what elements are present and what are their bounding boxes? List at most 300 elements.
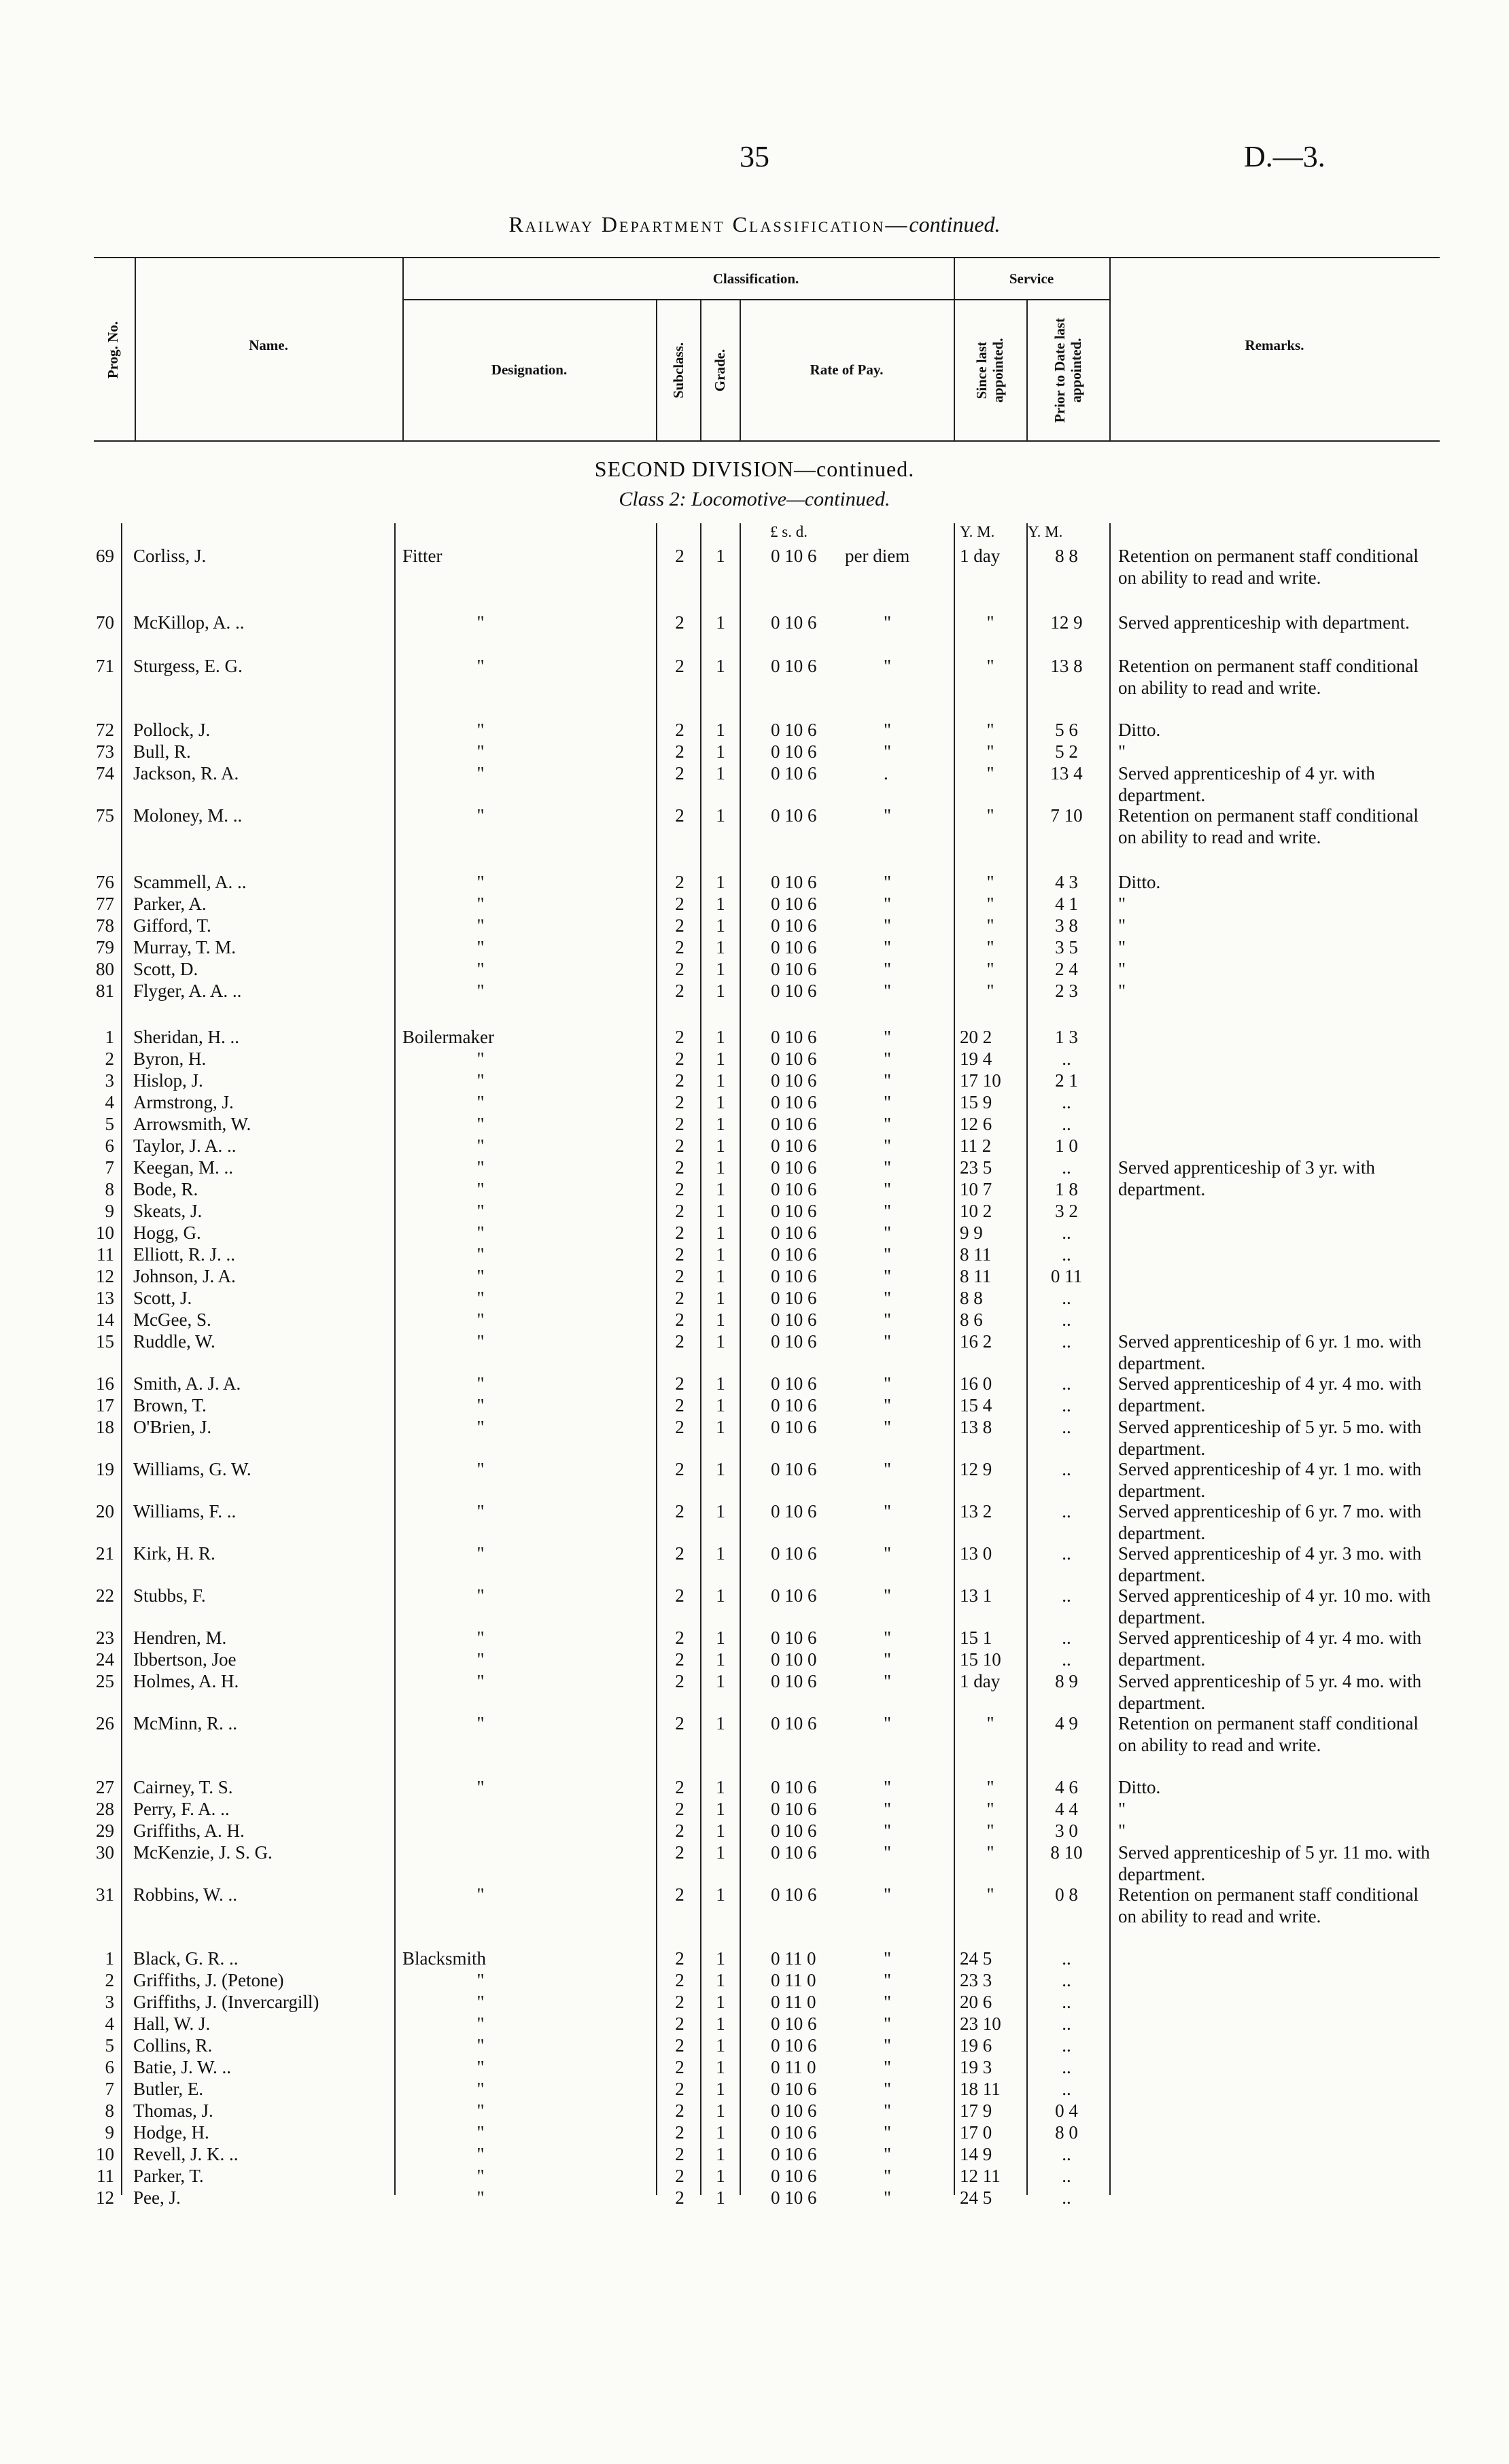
row-prior-to-date: ..	[1062, 1970, 1071, 1990]
row-prog-no: 81	[96, 981, 114, 1001]
row-name: Butler, E.	[133, 2079, 204, 2099]
row-prior-to-date: ..	[1062, 2079, 1071, 2099]
row-grade: 1	[716, 1627, 725, 1648]
row-subclass: 2	[675, 1649, 684, 1670]
page-title	[0, 212, 1509, 237]
row-grade: 1	[716, 1114, 725, 1134]
row-designation: "	[476, 1459, 485, 1479]
row-remarks: Served apprenticeship of 4 yr. with department.	[1118, 763, 1375, 805]
row-remarks: "	[1118, 1820, 1126, 1841]
row-remarks: Served apprenticeship with department.	[1118, 612, 1410, 633]
row-prog-no: 4	[105, 2013, 114, 2034]
row-since-last: "	[986, 1842, 994, 1863]
row-rate: 0 11 0	[771, 1948, 816, 1969]
row-since-last: 14 9	[960, 2144, 992, 2164]
row-rate: 0 10 6	[771, 546, 817, 566]
row-since-last: 13 0	[960, 1543, 992, 1564]
row-designation: Boilermaker	[402, 1027, 494, 1047]
row-prior-to-date: 3 2	[1055, 1201, 1078, 1221]
row-name: Robbins, W. ..	[133, 1884, 238, 1905]
page-number: 35	[740, 140, 769, 173]
row-name: Corliss, J.	[133, 546, 207, 566]
row-prior-to-date: ..	[1062, 1331, 1071, 1352]
row-name: Perry, F. A. ..	[133, 1799, 230, 1819]
subsection-heading: Class 2: Locomotive—continued.	[619, 488, 890, 510]
header-classification: Classification.	[712, 270, 799, 287]
row-designation: "	[476, 2100, 485, 2121]
row-prog-no: 31	[96, 1884, 114, 1905]
row-prior-to-date: 0 4	[1055, 2100, 1078, 2121]
row-prog-no: 18	[96, 1417, 114, 1437]
row-subclass: 2	[675, 1627, 684, 1648]
row-since-last: "	[986, 805, 994, 826]
row-prior-to-date: 2 3	[1055, 981, 1078, 1001]
row-prog-no: 69	[96, 546, 114, 566]
row-rate: 0 10 6	[771, 1585, 817, 1606]
row-grade: 1	[716, 1222, 725, 1243]
row-rate-unit: "	[884, 1627, 892, 1648]
row-rate: 0 10 6	[771, 1459, 817, 1479]
row-subclass: 2	[675, 915, 684, 936]
row-since-last: 10 2	[960, 1201, 992, 1221]
row-since-last: "	[986, 915, 994, 936]
row-designation: "	[476, 1992, 485, 2012]
row-grade: 1	[716, 1309, 725, 1330]
row-rate-unit: "	[884, 1244, 892, 1265]
row-name: Griffiths, A. H.	[133, 1820, 245, 1841]
row-designation: "	[476, 2035, 485, 2056]
row-subclass: 2	[675, 741, 684, 762]
row-remarks: Served apprenticeship of 4 yr. 4 mo. with department.	[1118, 1627, 1422, 1670]
header-subclass: Subclass.	[670, 342, 687, 399]
row-subclass: 2	[675, 2144, 684, 2164]
row-prog-no: 24	[96, 1649, 114, 1670]
row-designation: Fitter	[402, 546, 443, 566]
row-name: Batie, J. W. ..	[133, 2057, 232, 2077]
row-prior-to-date: 4 6	[1055, 1777, 1078, 1797]
row-prior-to-date: ..	[1062, 1501, 1071, 1521]
row-rate-unit: "	[884, 741, 892, 762]
divider-subclass	[700, 299, 701, 440]
row-name: Byron, H.	[133, 1049, 207, 1069]
row-name: Ibbertson, Joe	[133, 1649, 237, 1670]
row-designation: "	[476, 1649, 485, 1670]
row-subclass: 2	[675, 1114, 684, 1134]
row-grade: 1	[716, 720, 725, 740]
row-subclass: 2	[675, 1288, 684, 1308]
row-prog-no: 19	[96, 1459, 114, 1479]
row-since-last: 8 11	[960, 1266, 992, 1286]
row-subclass: 2	[675, 1244, 684, 1265]
row-name: Griffiths, J. (Petone)	[133, 1970, 284, 1990]
row-remarks: "	[1118, 741, 1126, 762]
row-rate-unit: "	[884, 1842, 892, 1863]
row-since-last: 19 4	[960, 1049, 992, 1069]
row-prog-no: 79	[96, 937, 114, 957]
row-prior-to-date: 0 8	[1055, 1884, 1078, 1905]
row-name: Ruddle, W.	[133, 1331, 215, 1352]
row-prog-no: 73	[96, 741, 114, 762]
header-prior-to-date: Prior to Date last appointed.	[1052, 317, 1084, 423]
row-rate: 0 10 6	[771, 915, 817, 936]
row-prog-no: 80	[96, 959, 114, 979]
row-subclass: 2	[675, 805, 684, 826]
row-designation: "	[476, 937, 485, 957]
row-rate: 0 10 6	[771, 1157, 817, 1178]
row-rate: 0 11 0	[771, 1992, 816, 2012]
row-since-last: 1 day	[960, 546, 1001, 566]
row-grade: 1	[716, 1157, 725, 1178]
row-grade: 1	[716, 1713, 725, 1733]
row-prog-no: 12	[96, 2187, 114, 2208]
row-grade: 1	[716, 2166, 725, 2186]
row-since-last: 12 9	[960, 1459, 992, 1479]
row-name: Parker, A.	[133, 894, 207, 914]
row-remarks: "	[1118, 937, 1126, 957]
row-rate-unit: "	[884, 1222, 892, 1243]
row-rate-unit: "	[884, 1671, 892, 1691]
row-since-last: "	[986, 763, 994, 784]
row-prog-no: 22	[96, 1585, 114, 1606]
row-name: Arrowsmith, W.	[133, 1114, 252, 1134]
row-rate-unit: "	[884, 1179, 892, 1199]
row-subclass: 2	[675, 1459, 684, 1479]
row-since-last: 15 4	[960, 1395, 992, 1415]
row-grade: 1	[716, 1373, 725, 1394]
body-divider-prog	[121, 523, 122, 2195]
row-remarks: Served apprenticeship of 3 yr. with department.	[1118, 1157, 1375, 1199]
row-name: McMinn, R. ..	[133, 1713, 238, 1733]
row-designation: "	[476, 1179, 485, 1199]
row-remarks: Served apprenticeship of 4 yr. 4 mo. with department.	[1118, 1373, 1422, 1415]
row-since-last: 19 6	[960, 2035, 992, 2056]
row-name: Thomas, J.	[133, 2100, 213, 2121]
row-name: Black, G. R. ..	[133, 1948, 239, 1969]
row-prog-no: 74	[96, 763, 114, 784]
row-prog-no: 15	[96, 1331, 114, 1352]
row-since-last: "	[986, 741, 994, 762]
row-since-last: "	[986, 612, 994, 633]
row-grade: 1	[716, 1049, 725, 1069]
row-prior-to-date: ..	[1062, 1288, 1071, 1308]
row-rate: 0 10 6	[771, 1373, 817, 1394]
row-remarks: Ditto.	[1118, 872, 1161, 892]
row-designation: Blacksmith	[402, 1948, 486, 1969]
row-designation: "	[476, 1288, 485, 1308]
row-subclass: 2	[675, 1331, 684, 1352]
row-grade: 1	[716, 1331, 725, 1352]
row-prior-to-date: ..	[1062, 1092, 1071, 1112]
row-designation: "	[476, 1777, 485, 1797]
row-rate-unit: "	[884, 2035, 892, 2056]
row-prior-to-date: ..	[1062, 1459, 1071, 1479]
row-grade: 1	[716, 612, 725, 633]
classification-rule	[402, 299, 1109, 300]
row-prog-no: 71	[96, 656, 114, 676]
row-subclass: 2	[675, 1309, 684, 1330]
row-grade: 1	[716, 763, 725, 784]
row-designation: "	[476, 2166, 485, 2186]
row-subclass: 2	[675, 1417, 684, 1437]
row-name: Keegan, M. ..	[133, 1157, 233, 1178]
row-grade: 1	[716, 2122, 725, 2143]
row-grade: 1	[716, 1459, 725, 1479]
row-rate-unit: "	[884, 1309, 892, 1330]
row-prior-to-date: 8 9	[1055, 1671, 1078, 1691]
row-name: Stubbs, F.	[133, 1585, 206, 1606]
row-since-last: 9 9	[960, 1222, 983, 1243]
row-rate: 0 10 6	[771, 1070, 817, 1091]
row-grade: 1	[716, 741, 725, 762]
row-prog-no: 8	[105, 1179, 114, 1199]
row-prior-to-date: ..	[1062, 1309, 1071, 1330]
row-prior-to-date: ..	[1062, 1049, 1071, 1069]
row-designation: "	[476, 1585, 485, 1606]
row-grade: 1	[716, 2100, 725, 2121]
row-name: Scott, D.	[133, 959, 198, 979]
row-subclass: 2	[675, 1970, 684, 1990]
row-designation: "	[476, 1309, 485, 1330]
row-rate: 0 10 6	[771, 1222, 817, 1243]
row-subclass: 2	[675, 1027, 684, 1047]
row-prior-to-date: ..	[1062, 1373, 1071, 1394]
row-subclass: 2	[675, 2035, 684, 2056]
row-rate: 0 10 6	[771, 2144, 817, 2164]
row-prior-to-date: 13 8	[1050, 656, 1083, 676]
row-remarks: Retention on permanent staff conditional on ability to read and write.	[1118, 805, 1419, 847]
row-since-last: "	[986, 1713, 994, 1733]
row-since-last: "	[986, 720, 994, 740]
row-name: Pollock, J.	[133, 720, 211, 740]
row-prior-to-date: 3 0	[1055, 1820, 1078, 1841]
row-rate-unit: "	[884, 1417, 892, 1437]
row-designation: "	[476, 1671, 485, 1691]
row-subclass: 2	[675, 959, 684, 979]
row-designation: "	[476, 656, 485, 676]
row-prog-no: 2	[105, 1049, 114, 1069]
row-grade: 1	[716, 1543, 725, 1564]
divider-designation	[656, 299, 657, 440]
row-subclass: 2	[675, 1179, 684, 1199]
row-since-last: 19 3	[960, 2057, 992, 2077]
row-remarks: "	[1118, 981, 1126, 1001]
row-prog-no: 3	[105, 1992, 114, 2012]
row-since-last: "	[986, 872, 994, 892]
title-main: Railway Department Classification—	[508, 212, 909, 236]
row-prior-to-date: ..	[1062, 1157, 1071, 1178]
row-rate-unit: "	[884, 1395, 892, 1415]
body-divider-grade	[740, 523, 741, 2195]
row-rate-unit: "	[884, 1820, 892, 1841]
row-name: Collins, R.	[133, 2035, 213, 2056]
row-rate: 0 10 6	[771, 720, 817, 740]
row-prior-to-date: ..	[1062, 2166, 1071, 2186]
row-prog-no: 9	[105, 1201, 114, 1221]
row-remarks: Retention on permanent staff conditional on ability to read and write.	[1118, 1884, 1419, 1926]
row-since-last: 23 10	[960, 2013, 1001, 2034]
row-rate: 0 10 6	[771, 1799, 817, 1819]
row-since-last: 11 2	[960, 1136, 992, 1156]
row-since-last: 12 6	[960, 1114, 992, 1134]
row-name: Skeats, J.	[133, 1201, 203, 1221]
row-subclass: 2	[675, 1543, 684, 1564]
row-rate: 0 11 0	[771, 1970, 816, 1990]
row-grade: 1	[716, 1992, 725, 2012]
row-subclass: 2	[675, 2122, 684, 2143]
row-prior-to-date: 4 3	[1055, 872, 1078, 892]
row-prog-no: 5	[105, 2035, 114, 2056]
row-subclass: 2	[675, 1070, 684, 1091]
row-subclass: 2	[675, 2013, 684, 2034]
row-designation: "	[476, 1713, 485, 1733]
row-rate: 0 10 6	[771, 1309, 817, 1330]
row-designation: "	[476, 1884, 485, 1905]
row-subclass: 2	[675, 1992, 684, 2012]
row-prog-no: 6	[105, 2057, 114, 2077]
row-designation: "	[476, 1092, 485, 1112]
row-grade: 1	[716, 1948, 725, 1969]
row-rate: 0 10 6	[771, 1501, 817, 1521]
header-bottom-rule	[94, 440, 1440, 442]
row-subclass: 2	[675, 763, 684, 784]
row-rate: 0 10 6	[771, 872, 817, 892]
row-grade: 1	[716, 1201, 725, 1221]
row-rate: 0 10 6	[771, 2166, 817, 2186]
since-units: Y. M.	[960, 523, 995, 540]
row-remarks: "	[1118, 894, 1126, 914]
row-rate-unit: "	[884, 894, 892, 914]
row-rate: 0 10 6	[771, 894, 817, 914]
row-grade: 1	[716, 1777, 725, 1797]
table-top-rule	[94, 257, 1440, 258]
row-rate: 0 10 0	[771, 1649, 817, 1670]
row-prior-to-date: 13 4	[1050, 763, 1083, 784]
row-rate-unit: "	[884, 1543, 892, 1564]
row-rate-unit: "	[884, 612, 892, 633]
row-subclass: 2	[675, 1671, 684, 1691]
row-designation: "	[476, 763, 485, 784]
row-remarks: "	[1118, 915, 1126, 936]
row-designation: "	[476, 1970, 485, 1990]
row-rate: 0 10 6	[771, 1266, 817, 1286]
row-rate: 0 10 6	[771, 1136, 817, 1156]
header-grade: Grade.	[712, 349, 728, 392]
row-designation: "	[476, 1049, 485, 1069]
row-rate-unit: "	[884, 937, 892, 957]
row-prior-to-date: 4 1	[1055, 894, 1078, 914]
row-rate-unit: "	[884, 1948, 892, 1969]
row-rate-unit: "	[884, 981, 892, 1001]
row-name: Pee, J.	[133, 2187, 181, 2208]
row-prog-no: 28	[96, 1799, 114, 1819]
section-heading: SECOND DIVISION—continued.	[594, 457, 915, 481]
row-prior-to-date: 1 0	[1055, 1136, 1078, 1156]
row-since-last: "	[986, 1799, 994, 1819]
row-rate-unit: .	[884, 763, 888, 784]
row-name: Johnson, J. A.	[133, 1266, 236, 1286]
row-subclass: 2	[675, 1136, 684, 1156]
row-designation: "	[476, 2057, 485, 2077]
row-rate-unit: "	[884, 2100, 892, 2121]
row-prog-no: 29	[96, 1820, 114, 1841]
title-continued: continued.	[909, 212, 1001, 236]
row-rate-unit: "	[884, 959, 892, 979]
row-rate-unit: "	[884, 1970, 892, 1990]
row-subclass: 2	[675, 1777, 684, 1797]
row-prog-no: 27	[96, 1777, 114, 1797]
row-name: Hodge, H.	[133, 2122, 209, 2143]
row-subclass: 2	[675, 1092, 684, 1112]
row-subclass: 2	[675, 720, 684, 740]
row-rate-unit: "	[884, 1092, 892, 1112]
row-name: Cairney, T. S.	[133, 1777, 233, 1797]
row-grade: 1	[716, 1671, 725, 1691]
row-rate: 0 10 6	[771, 741, 817, 762]
row-prog-no: 3	[105, 1070, 114, 1091]
row-subclass: 2	[675, 1799, 684, 1819]
row-grade: 1	[716, 1417, 725, 1437]
row-designation: "	[476, 612, 485, 633]
row-remarks: Retention on permanent staff conditional on ability to read and write.	[1118, 546, 1419, 588]
row-designation: "	[476, 2144, 485, 2164]
row-since-last: 20 6	[960, 1992, 992, 2012]
row-rate: 0 10 6	[771, 2035, 817, 2056]
row-grade: 1	[716, 959, 725, 979]
body-divider-rate	[954, 523, 955, 2195]
body-divider-designation	[656, 523, 657, 2195]
row-subclass: 2	[675, 2187, 684, 2208]
row-rate-unit: "	[884, 872, 892, 892]
row-since-last: 23 5	[960, 1157, 992, 1178]
row-name: Armstrong, J.	[133, 1092, 234, 1112]
row-prior-to-date: 4 9	[1055, 1713, 1078, 1733]
row-since-last: 1 day	[960, 1671, 1001, 1691]
row-designation: "	[476, 1395, 485, 1415]
row-rate: 0 10 6	[771, 805, 817, 826]
row-subclass: 2	[675, 1585, 684, 1606]
row-rate-unit: "	[884, 1777, 892, 1797]
row-remarks: Served apprenticeship of 4 yr. 3 mo. with department.	[1118, 1543, 1422, 1585]
row-prog-no: 4	[105, 1092, 114, 1112]
row-subclass: 2	[675, 2166, 684, 2186]
row-designation: "	[476, 2079, 485, 2099]
row-name: Smith, A. J. A.	[133, 1373, 241, 1394]
row-name: Hislop, J.	[133, 1070, 203, 1091]
row-name: Flyger, A. A. ..	[133, 981, 242, 1001]
header-designation: Designation.	[491, 362, 568, 378]
row-name: Moloney, M. ..	[133, 805, 243, 826]
row-rate-unit: "	[884, 1201, 892, 1221]
row-designation: "	[476, 2122, 485, 2143]
row-prior-to-date: ..	[1062, 2144, 1071, 2164]
row-grade: 1	[716, 1820, 725, 1841]
row-subclass: 2	[675, 1049, 684, 1069]
row-grade: 1	[716, 915, 725, 936]
row-subclass: 2	[675, 612, 684, 633]
row-rate: 0 10 6	[771, 1331, 817, 1352]
body-divider-prior	[1109, 523, 1111, 2195]
row-prior-to-date: ..	[1062, 2035, 1071, 2056]
row-since-last: 17 10	[960, 1070, 1001, 1091]
row-designation: "	[476, 1114, 485, 1134]
row-remarks: Served apprenticeship of 5 yr. 4 mo. with department.	[1118, 1671, 1422, 1713]
row-name: Murray, T. M.	[133, 937, 236, 957]
row-designation: "	[476, 1331, 485, 1352]
row-subclass: 2	[675, 1266, 684, 1286]
row-grade: 1	[716, 1288, 725, 1308]
row-prog-no: 77	[96, 894, 114, 914]
row-grade: 1	[716, 1092, 725, 1112]
